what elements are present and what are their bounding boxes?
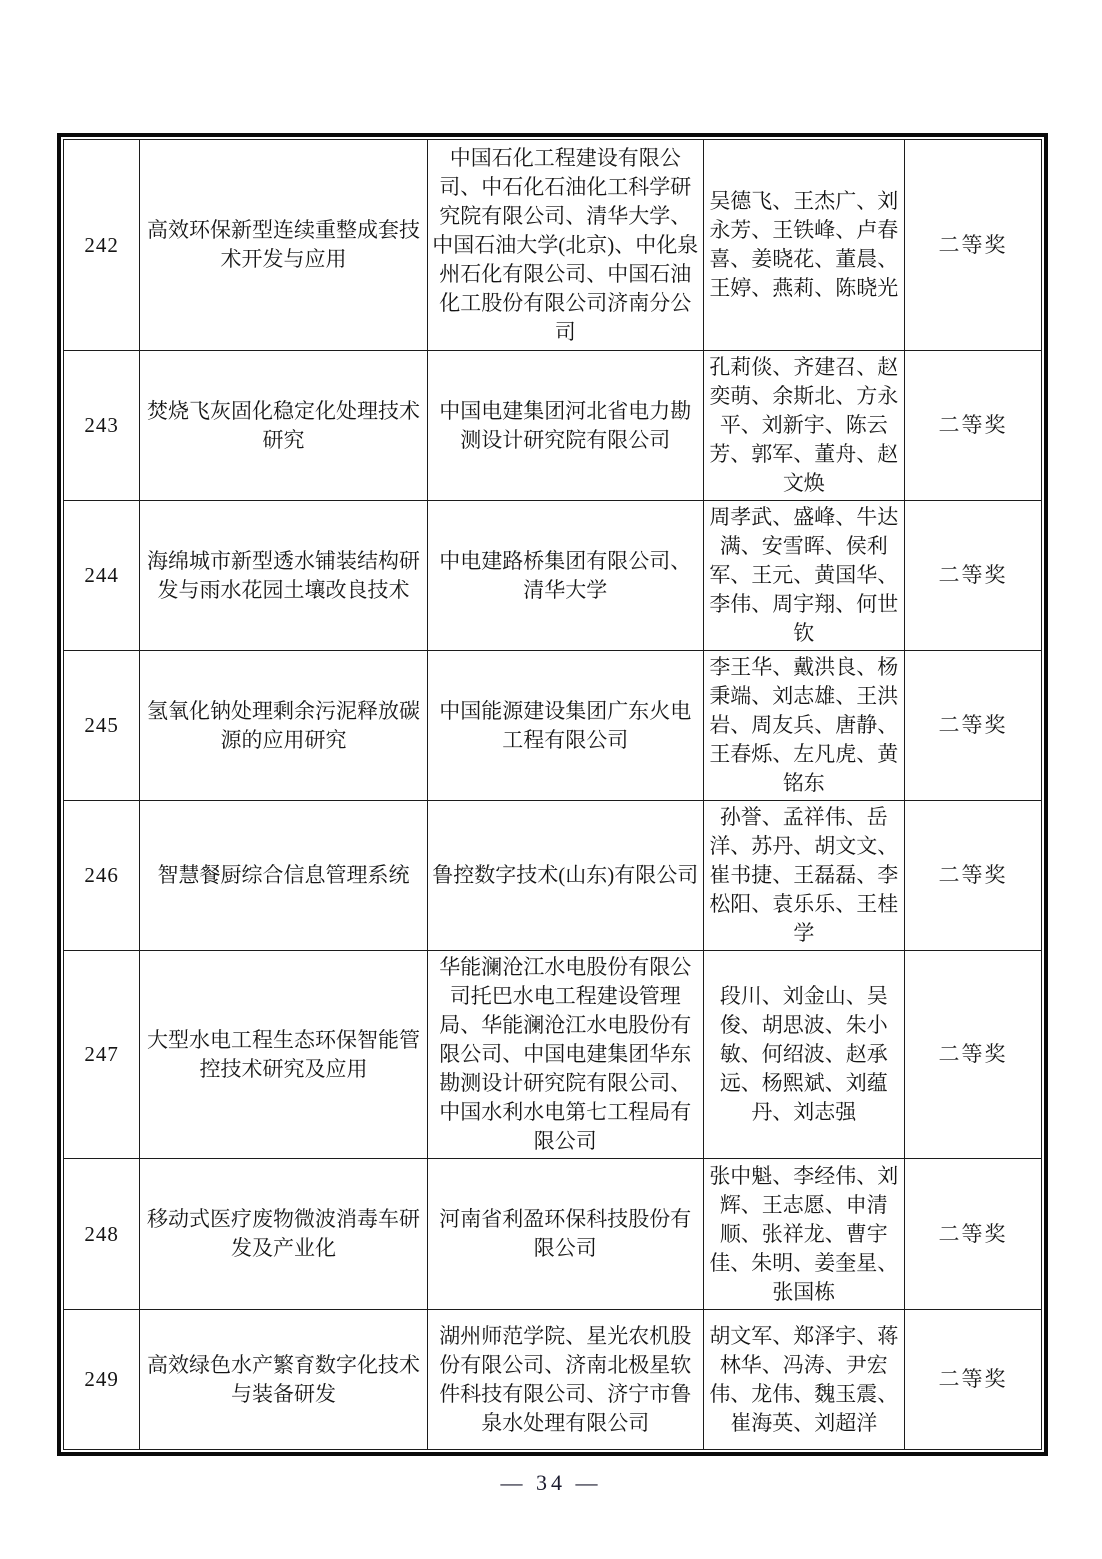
project-title-cell: 氢氧化钠处理剩余污泥释放碳源的应用研究 <box>140 651 428 801</box>
project-title-cell: 焚烧飞灰固化稳定化处理技术研究 <box>140 351 428 501</box>
people-cell: 孔莉倓、齐建召、赵奕萌、余斯北、方永平、刘新宇、陈云芳、郭军、董舟、赵文焕 <box>703 351 904 501</box>
serial-cell: 247 <box>64 951 140 1159</box>
project-title-cell: 海绵城市新型透水铺装结构研发与雨水花园土壤改良技术 <box>140 501 428 651</box>
table-row <box>64 651 1042 801</box>
award-level-cell: 二等奖 <box>905 351 1042 501</box>
award-table-body <box>64 140 1042 1450</box>
serial-cell: 243 <box>64 351 140 501</box>
organizations-cell: 中国能源建设集团广东火电工程有限公司 <box>427 651 703 801</box>
award-level-cell: 二等奖 <box>905 501 1042 651</box>
organizations-cell: 中国石化工程建设有限公司、中石化石油化工科学研究院有限公司、清华大学、中国石油大学(北京)、中化泉州石化有限公司、中国石油化工股份有限公司济南分公司 <box>427 140 703 351</box>
organizations-cell: 中国电建集团河北省电力勘测设计研究院有限公司 <box>427 351 703 501</box>
serial-cell: 248 <box>64 1159 140 1310</box>
people-cell: 张中魁、李经伟、刘辉、王志愿、申清顺、张祥龙、曹宇佳、朱明、姜奎星、张国栋 <box>703 1159 904 1310</box>
serial-cell: 242 <box>64 140 140 351</box>
people-cell: 孙誉、孟祥伟、岳洋、苏丹、胡文文、崔书捷、王磊磊、李松阳、袁乐乐、王桂学 <box>703 801 904 951</box>
organizations-cell: 华能澜沧江水电股份有限公司托巴水电工程建设管理局、华能澜沧江水电股份有限公司、中国电建集团华东勘测设计研究院有限公司、中国水利水电第七工程局有限公司 <box>427 951 703 1159</box>
table-row <box>64 501 1042 651</box>
organizations-cell: 湖州师范学院、星光农机股份有限公司、济南北极星软件科技有限公司、济宁市鲁泉水处理有限公司 <box>427 1310 703 1450</box>
award-level-cell: 二等奖 <box>905 1159 1042 1310</box>
organizations-cell: 中电建路桥集团有限公司、清华大学 <box>427 501 703 651</box>
project-title-cell: 移动式医疗废物微波消毒车研发及产业化 <box>140 1159 428 1310</box>
page-number: — 34 — <box>500 1470 602 1495</box>
award-level-cell: 二等奖 <box>905 951 1042 1159</box>
people-cell: 李王华、戴洪良、杨秉端、刘志雄、王洪岩、周友兵、唐静、王春烁、左凡虎、黄铭东 <box>703 651 904 801</box>
organizations-cell: 鲁控数字技术(山东)有限公司 <box>427 801 703 951</box>
award-table <box>63 139 1042 1450</box>
table-row <box>64 351 1042 501</box>
serial-cell: 244 <box>64 501 140 651</box>
award-level-cell: 二等奖 <box>905 140 1042 351</box>
people-cell: 吴德飞、王杰广、刘永芳、王铁峰、卢春喜、姜晓花、董晨、王婷、燕莉、陈晓光 <box>703 140 904 351</box>
organizations-cell: 河南省利盈环保科技股份有限公司 <box>427 1159 703 1310</box>
project-title-cell: 高效绿色水产繁育数字化技术与装备研发 <box>140 1310 428 1450</box>
award-level-cell: 二等奖 <box>905 651 1042 801</box>
serial-cell: 245 <box>64 651 140 801</box>
award-level-cell: 二等奖 <box>905 801 1042 951</box>
award-level-cell: 二等奖 <box>905 1310 1042 1450</box>
people-cell: 段川、刘金山、吴俊、胡思波、朱小敏、何绍波、赵承远、杨熙斌、刘蕴丹、刘志强 <box>703 951 904 1159</box>
table-row <box>64 140 1042 351</box>
people-cell: 胡文军、郑泽宇、蒋林华、冯涛、尹宏伟、龙伟、魏玉震、崔海英、刘超洋 <box>703 1310 904 1450</box>
project-title-cell: 高效环保新型连续重整成套技术开发与应用 <box>140 140 428 351</box>
serial-cell: 249 <box>64 1310 140 1450</box>
table-row <box>64 1310 1042 1450</box>
table-row <box>64 1159 1042 1310</box>
table-row <box>64 801 1042 951</box>
table-row <box>64 951 1042 1159</box>
serial-cell: 246 <box>64 801 140 951</box>
award-table-frame <box>57 133 1048 1456</box>
project-title-cell: 大型水电工程生态环保智能管控技术研究及应用 <box>140 951 428 1159</box>
people-cell: 周孝武、盛峰、牛达满、安雪晖、侯利军、王元、黄国华、李伟、周宇翔、何世钦 <box>703 501 904 651</box>
project-title-cell: 智慧餐厨综合信息管理系统 <box>140 801 428 951</box>
